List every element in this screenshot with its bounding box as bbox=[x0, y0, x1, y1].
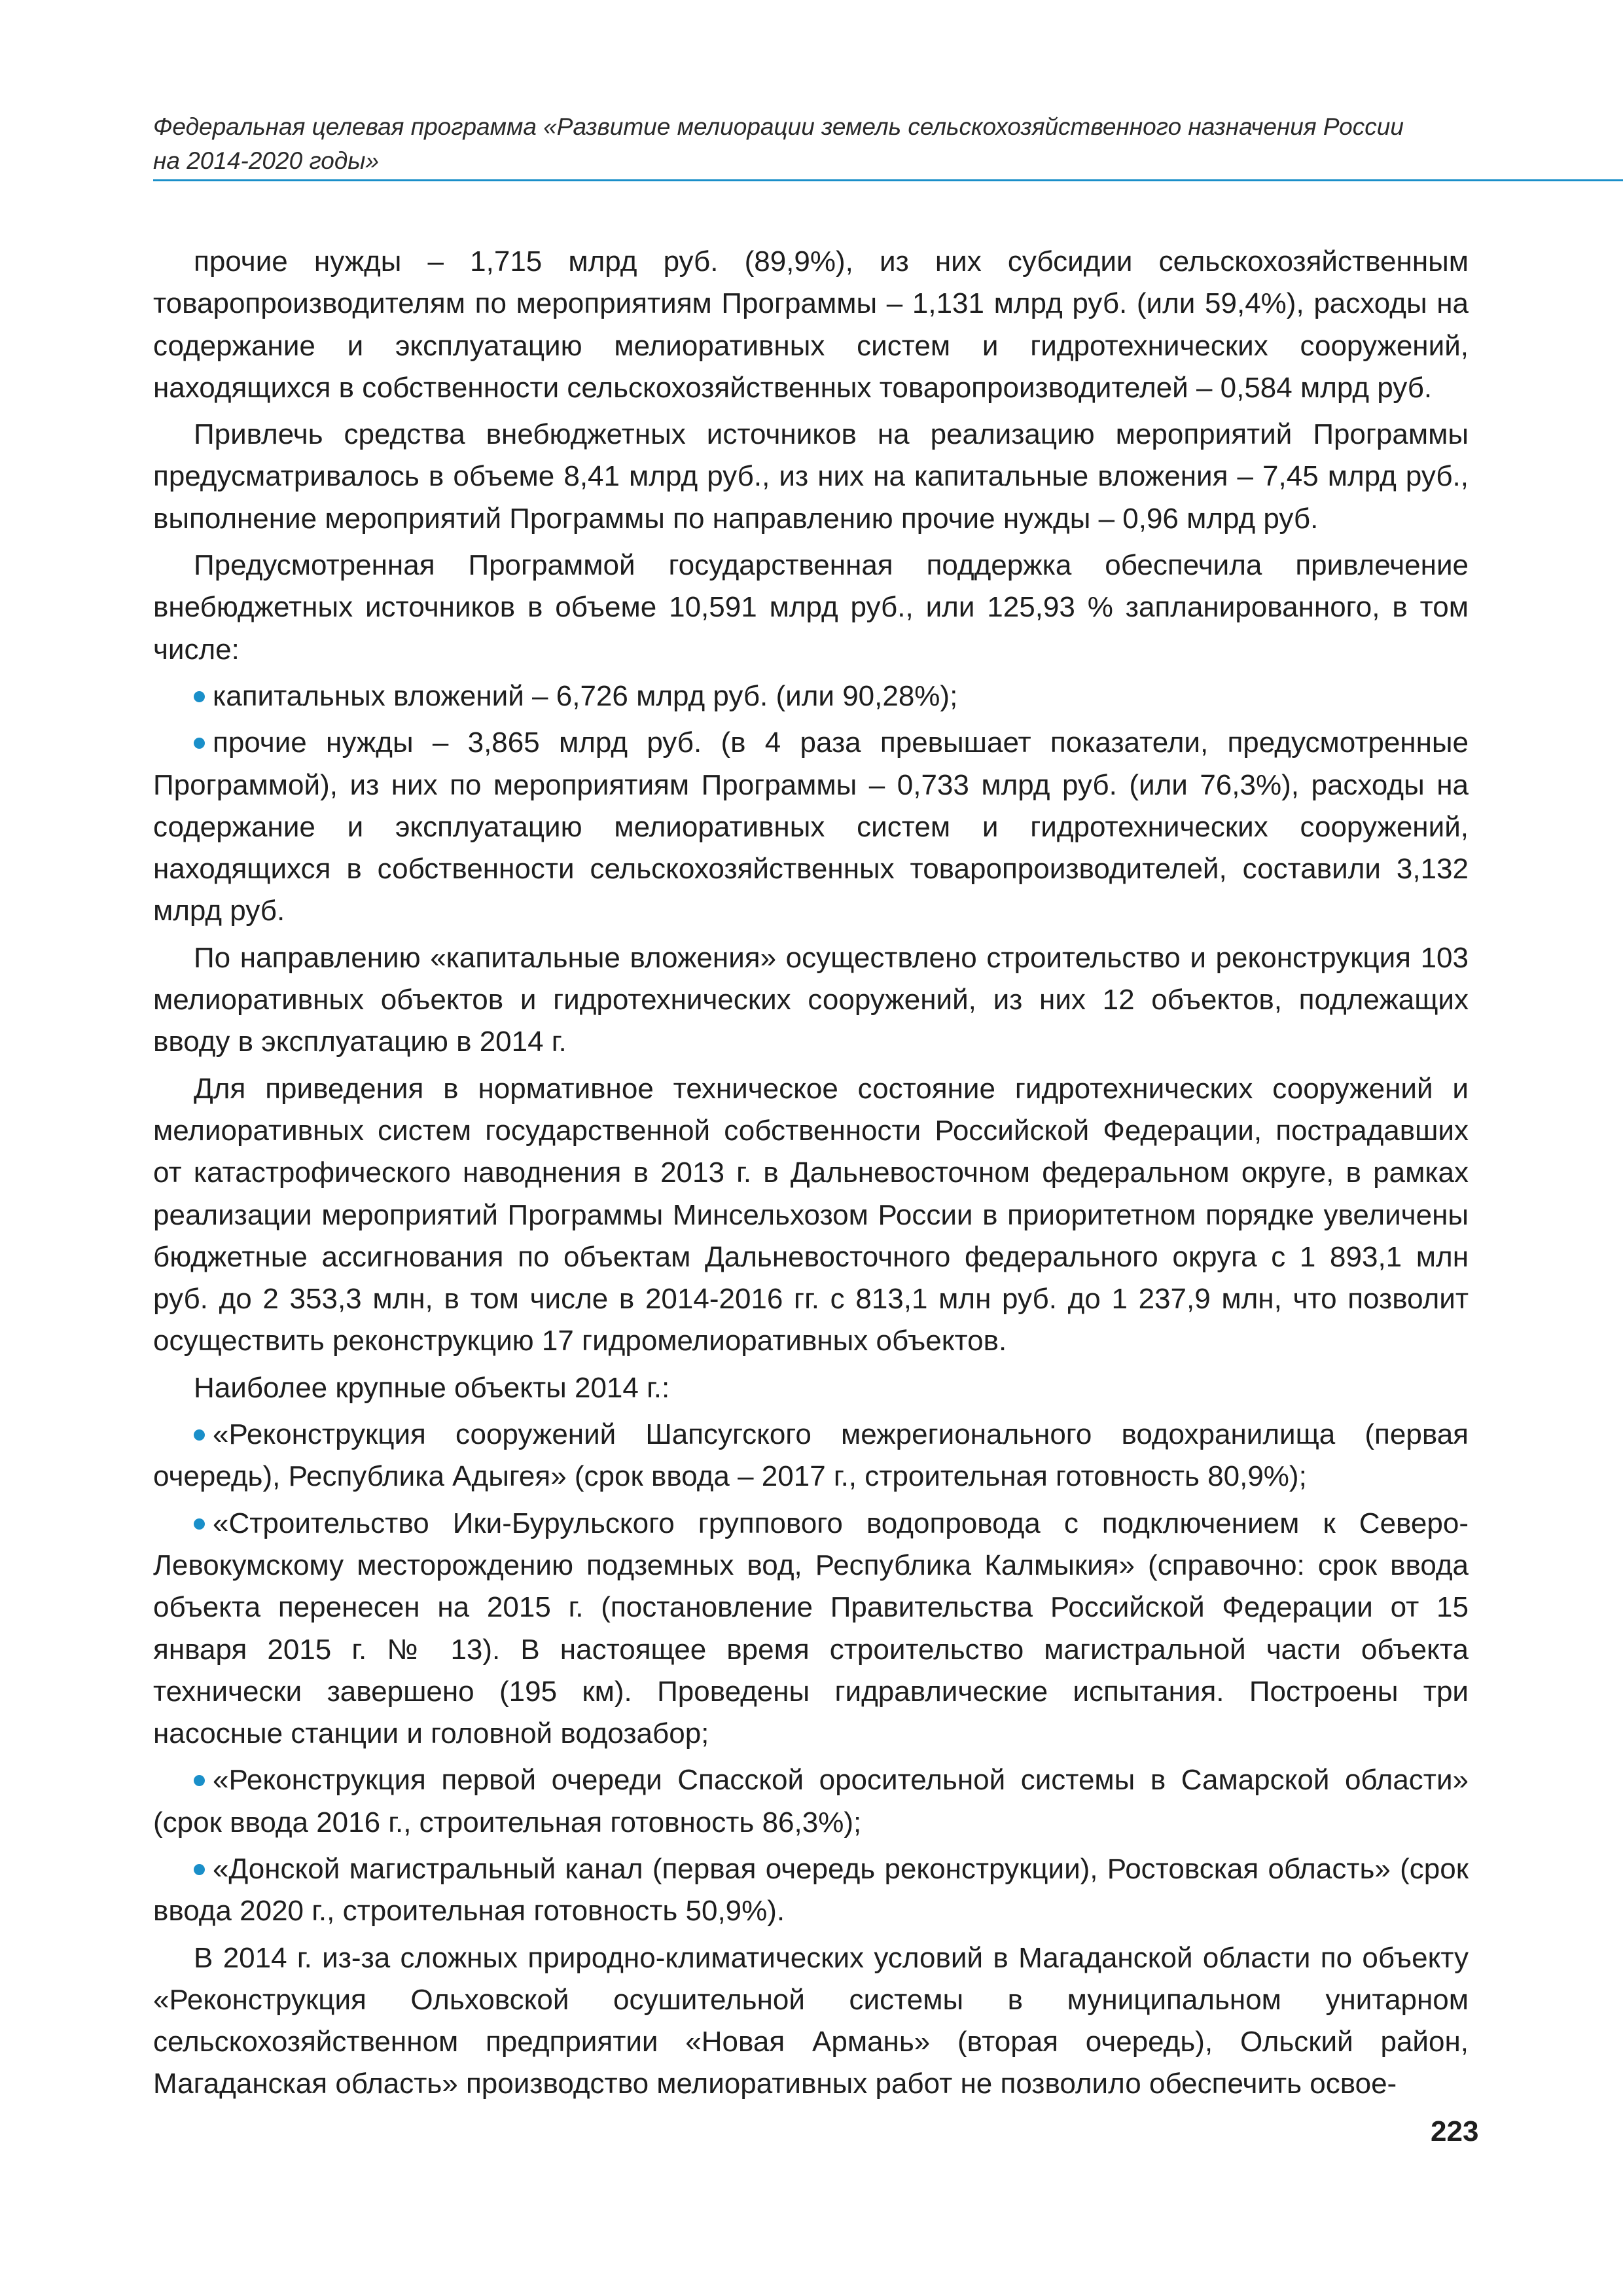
bullet-dot-icon bbox=[194, 1518, 205, 1530]
header-line-2: на 2014-2020 годы» bbox=[153, 147, 380, 174]
paragraph-6: Наиболее крупные объекты 2014 г.: bbox=[194, 1371, 670, 1404]
bullet-dot-icon bbox=[194, 691, 205, 702]
header-line-1: Федеральная целевая программа «Развитие мелиорации земель сельскохозяйственного назначения России bbox=[153, 113, 1404, 140]
paragraph-4: По направлению «капитальные вложения» осуществлено строительство и реконструкция 103 мелиоративных объектов и гидротехнических сооружений, из них 12 объектов, подлежащих вводу в эксплуатацию в 2014 г. bbox=[153, 941, 1469, 1058]
bullet-item-5 bbox=[153, 1759, 1469, 1844]
paragraph-3: Предусмотренная Программой государственная поддержка обеспечила привлечение внебюджетных источников в объеме 10,591 млрд руб., или 125,93 % запланированного, в том числе: bbox=[153, 549, 1469, 666]
paragraph-7: В 2014 г. из-за сложных природно-климатических условий в Магаданской области по объекту «Реконструкция Ольховской осушительной системы в муниципальном унитарном сельскохозяйственном предприятии «Новая Армань» (вторая очередь), Ольский район, Магаданская область» производство мелиоративных работ не позволило обеспечить освое- bbox=[153, 1941, 1469, 2100]
bullet-item-4 bbox=[153, 1503, 1469, 1755]
header-rule bbox=[153, 179, 1623, 181]
paragraph-5: Для приведения в нормативное техническое состояние гидротехнических сооружений и мелиоративных систем государственной собственности Российской Федерации, пострадавших от катастрофического наводнения в 2013 г. в Дальневосточном федеральном округе, в рамках реализации мероприятий Программы Минсельхозом России в приоритетном порядке увеличены бюджетные ассигнования по объектам Дальневосточного федерального округа с 1 893,1 млн руб. до 2 353,3 млн, в том числе в 2014-2016 гг. с 813,1 млн руб. до 1 237,9 млн, что позволит осуществить реконструкцию 17 гидромелиоративных объектов. bbox=[153, 1072, 1469, 1357]
bullet-item-6 bbox=[153, 1848, 1469, 1933]
body-text bbox=[153, 241, 1469, 2110]
paragraph-2: Привлечь средства внебюджетных источников на реализацию мероприятий Программы предусматривалось в объеме 8,41 млрд руб., из них на капитальные вложения – 7,45 млрд руб., выполнение мероприятий Программы по направлению прочие нужды – 0,96 млрд руб. bbox=[153, 418, 1469, 535]
paragraph-1: прочие нужды – 1,715 млрд руб. (89,9%), из них субсидии сельскохозяйственным товаропроизводителям по мероприятиям Программы – 1,131 млрд руб. (или 59,4%), расходы на содержание и эксплуатацию мелиоративных систем и гидротехнических сооружений, находящихся в собственности сельскохозяйственных товаропроизводителей – 0,584 млрд руб. bbox=[153, 245, 1469, 404]
bullet-dot-icon bbox=[194, 1429, 205, 1441]
bullet-text-3: «Реконструкция сооружений Шапсугского межрегионального водохранилища (первая очередь), Республика Адыгея» (срок ввода – 2017 г., строительная готовность 80,9%); bbox=[153, 1418, 1469, 1493]
page-number: 223 bbox=[1431, 2115, 1479, 2147]
bullet-text-1: капитальных вложений – 6,726 млрд руб. (или 90,28%); bbox=[213, 679, 958, 712]
bullet-item-3 bbox=[153, 1414, 1469, 1498]
bullet-text-5: «Реконструкция первой очереди Спасской оросительной системы в Самарской области» (срок ввода 2016 г., строительная готовность 86,3%); bbox=[153, 1764, 1469, 1839]
bullet-text-6: «Донской магистральный канал (первая очередь реконструкции), Ростовская область» (срок ввода 2020 г., строительная готовность 50,9%). bbox=[153, 1852, 1469, 1928]
bullet-dot-icon bbox=[194, 738, 205, 749]
bullet-text-4: «Строительство Ики-Бурульского группового водопровода с подключением к Северо-Левокумскому месторождению подземных вод, Республика Калмыкия» (справочно: срок ввода объекта перенесен на 2015 г. (постановление Правительства Российской Федерации от 15 января 2015 г. № 13). В настоящее время строительство магистральной части объекта технически завершено (195 км). Проведены гидравлические испытания. Построены три насосные станции и головной водозабор; bbox=[153, 1507, 1469, 1750]
bullet-item-2 bbox=[153, 722, 1469, 932]
running-header bbox=[153, 110, 1462, 178]
bullet-item-1 bbox=[153, 675, 1469, 717]
bullet-text-2: прочие нужды – 3,865 млрд руб. (в 4 раза превышает показатели, предусмотренные Программой), из них по мероприятиям Программы – 0,733 млрд руб. (или 76,3%), расходы на содержание и эксплуатацию мелиоративных систем и гидротехнических сооружений, находящихся в собственности сельскохозяйственных товаропроизводителей, составили 3,132 млрд руб. bbox=[153, 726, 1469, 927]
bullet-dot-icon bbox=[194, 1864, 205, 1875]
bullet-dot-icon bbox=[194, 1775, 205, 1786]
